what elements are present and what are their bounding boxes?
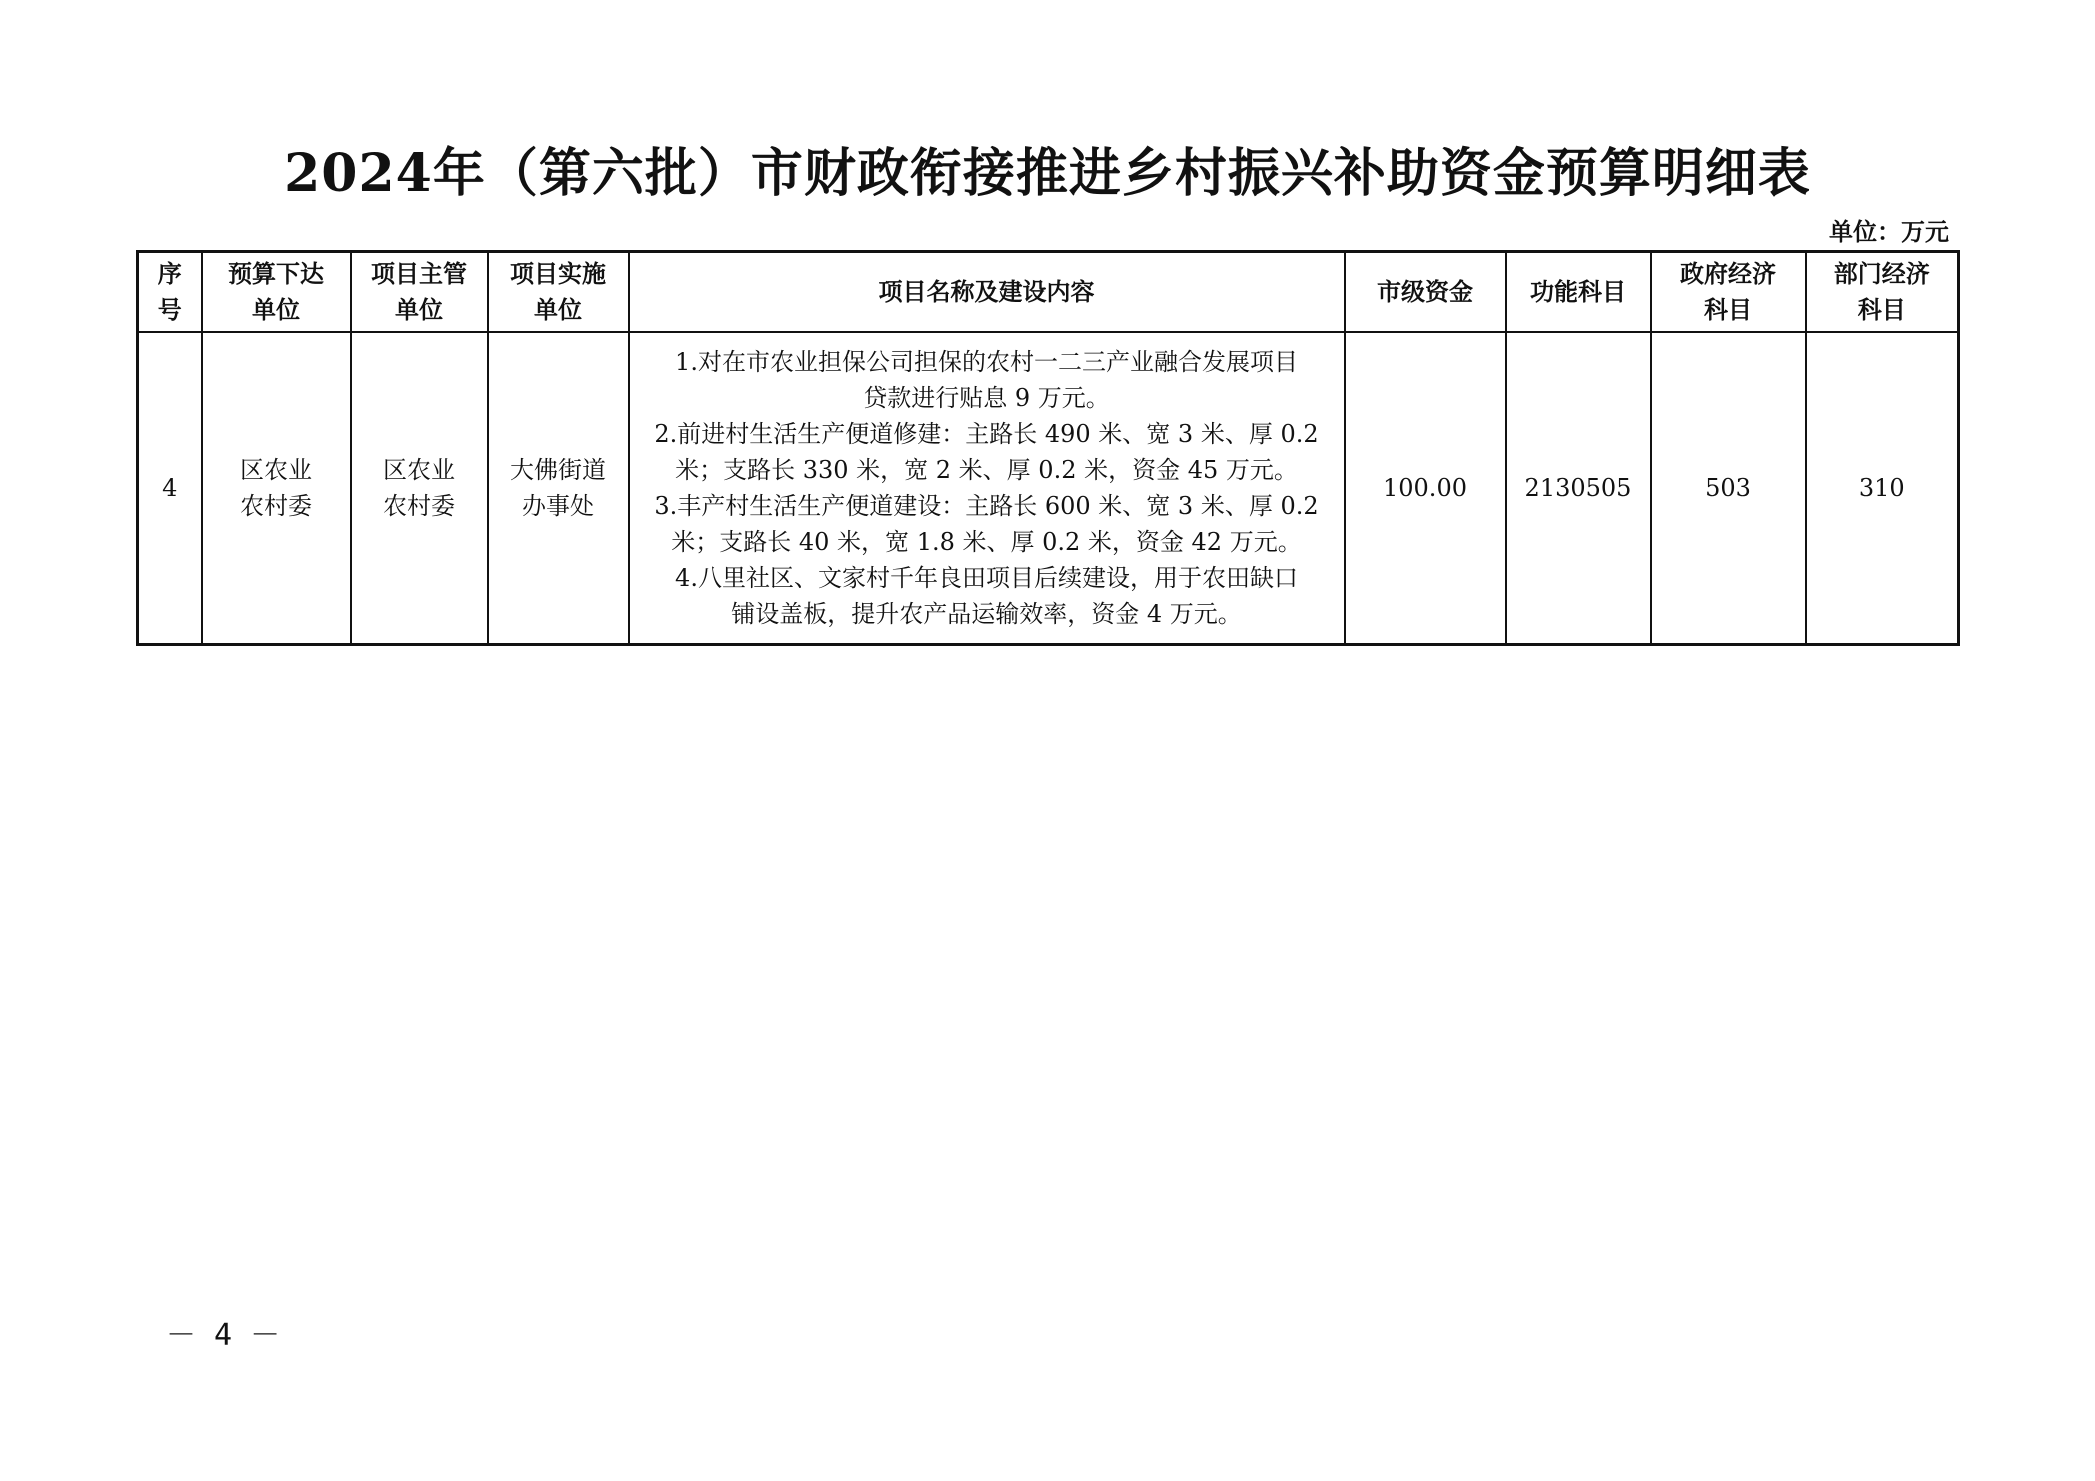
table-header-row xyxy=(138,252,1959,333)
cell-function-subject: 2130505 xyxy=(1506,332,1651,645)
header-city-funds: 市级资金 xyxy=(1345,252,1506,333)
cell-seq: 4 xyxy=(138,332,202,645)
table-row xyxy=(138,332,1959,645)
header-gov-econ-subject: 政府经济 科目 xyxy=(1651,252,1806,333)
header-project-content: 项目名称及建设内容 xyxy=(629,252,1345,333)
cell-project-content xyxy=(629,332,1345,645)
page-title: 2024年（第六批）市财政衔接推进乡村振兴补助资金预算明细表 xyxy=(284,143,1811,204)
header-dept-econ-subject: 部门经济 科目 xyxy=(1806,252,1959,333)
cell-gov-econ-subject: 503 xyxy=(1651,332,1806,645)
header-implementing-unit: 项目实施 单位 xyxy=(488,252,629,333)
cell-budget-unit: 区农业 农村委 xyxy=(202,332,351,645)
content-line: 3.丰产村生活生产便道建设：主路长 600 米、宽 3 米、厚 0.2 xyxy=(654,492,1319,520)
page-number: － 4 － xyxy=(166,1318,281,1353)
budget-table xyxy=(136,250,1960,646)
header-function-subject: 功能科目 xyxy=(1506,252,1651,333)
content-line: 米；支路长 330 米，宽 2 米、厚 0.2 米，资金 45 万元。 xyxy=(675,456,1298,484)
content-line: 1.对在市农业担保公司担保的农村一二三产业融合发展项目 xyxy=(675,348,1298,376)
header-seq: 序 号 xyxy=(138,252,202,333)
content-line: 贷款进行贴息 9 万元。 xyxy=(863,384,1110,412)
content-line: 2.前进村生活生产便道修建：主路长 490 米、宽 3 米、厚 0.2 xyxy=(654,420,1319,448)
content-line: 铺设盖板，提升农产品运输效率，资金 4 万元。 xyxy=(731,600,1242,628)
cell-dept-econ-subject: 310 xyxy=(1806,332,1959,645)
header-managing-unit: 项目主管 单位 xyxy=(351,252,488,333)
content-line: 米；支路长 40 米，宽 1.8 米、厚 0.2 米，资金 42 万元。 xyxy=(671,528,1302,556)
cell-city-funds: 100.00 xyxy=(1345,332,1506,645)
unit-label: 单位：万元 xyxy=(1829,217,1949,246)
cell-implementing-unit: 大佛街道 办事处 xyxy=(488,332,629,645)
header-budget-unit: 预算下达 单位 xyxy=(202,252,351,333)
cell-managing-unit: 区农业 农村委 xyxy=(351,332,488,645)
content-line: 4.八里社区、文家村千年良田项目后续建设，用于农田缺口 xyxy=(675,564,1298,592)
